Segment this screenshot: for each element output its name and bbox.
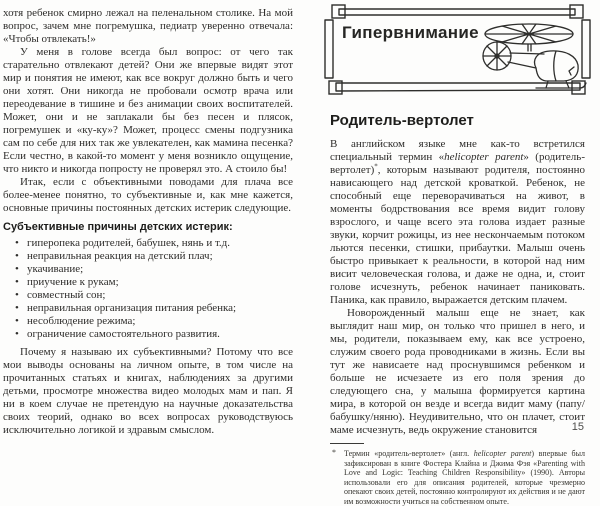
subjective-causes-heading: Субъективные причины детских истерик: [3, 221, 233, 233]
bullet-icon: • [15, 315, 19, 327]
bullet-icon: • [15, 302, 19, 314]
list-item-text: гиперопека родителей, бабушек, нянь и т.д. [27, 237, 231, 249]
page-number: 15 [571, 421, 584, 433]
footnote [330, 449, 585, 506]
bullet-icon: • [15, 263, 19, 275]
bullet-icon: • [15, 276, 19, 288]
para1-rest: , которым называют родителя, постоянно нависающего над детской кроваткой. Ребенок, не способный еще переворачиваться на живот, в моменты бодрствования все время видит голову взрослого, и чаще всего эта голова издает разные звуки, корчит рожицы, из нее нескончаемым потоком льются песенки, стишки, прибаутки. Малыш очень быстро привыкает к реальности, в которой над ним висит человеческая голова, и даже не одна, и, стоит голове исчезнуть, ребенок начинает паниковать. Паника, как правило, выражается детским плачем. [330, 164, 585, 306]
bullet-icon: • [15, 237, 19, 249]
paragraph: Новорожденный малыш еще не знает, как выглядит наш мир, он только что пришел в него, и мы, родители, показываем ему, как все устроено, служим своего рода проводниками в жизнь. Если вы тут же нависаете над проснувшимся ребенком и больше не исчезаете из его поля зрения до следующего сна, у малыша формируется картина мира, в которой он везде и всегда видит маму (папу/бабушку/няню). Неудивительно, что он плачет, стоит маме исчезнуть, ведь окружение становится [330, 307, 585, 436]
list-item [3, 315, 293, 328]
paragraph: Почему я называю их субъективными? Потому что все мои выводы основаны на личном опыте, в том числе на прочитанных статьях и книгах, наблюдениях за другими детьми, просмотре множества видео молодых мам и пап. Я ни в коем случае не претендую на научные доказательства своих теорий, однако во всех вопросах руководствуюсь исключительно логикой и здравым смыслом. [3, 346, 293, 436]
paragraph: Итак, если с объективными поводами для плача все более-менее понятно, то субъективные и, как мне кажется, основные причины постоянных детских истерик следующие. [3, 176, 293, 214]
page-right [300, 0, 600, 506]
footnote-text-rest: ) впервые был зафиксирован в книге Фостера Клайна и Джима Фэя «Parenting with Love and Logic: Teaching Children Responsibility» (1990). Авторы использовали его для описания родителей, которые чрезмерно опекают своих детей, постоянно контролируют их действия и не дают им возможности учиться на собственном опыте. [344, 449, 585, 506]
footnote-text: Термин «родитель-вертолет» (англ. [344, 449, 474, 458]
bullet-icon: • [15, 328, 19, 340]
list-item [3, 276, 293, 289]
paragraph-continuation: хотя ребенок смирно лежал на пеленальном столике. На мой вопрос, зачем мне погремушка, педиатр уверенно отвечала: «Чтобы отвлекать!» [3, 7, 293, 45]
causes-list [3, 237, 293, 341]
list-item-text: приучение к рукам; [27, 276, 119, 288]
para1-after-term: » (родитель-вертолет) [330, 151, 585, 176]
helicopter-icon [483, 24, 586, 88]
footnote-marker: * [332, 448, 336, 457]
list-item [3, 328, 293, 341]
para1-before-term: В английском языке мне как-то встретился специальный термин « [330, 138, 585, 163]
bullet-icon: • [15, 250, 19, 262]
list-item-text: укачивание; [27, 263, 84, 275]
section-heading: Родитель-вертолет [330, 112, 474, 129]
list-item [3, 250, 293, 263]
footnote-term: helicopter parent [473, 449, 532, 458]
page-left [0, 0, 300, 441]
list-item-text: совместный сон; [27, 289, 106, 301]
paragraph: У меня в голове всегда был вопрос: от чего так старательно отвлекают детей? Они же впервые видят этот мир и понятия не имеют, как все вокруг должно быть и чего они хотят. Они никогда не пробовали осмотр врача или переодевание в тишине и без анимации своих воспитателей. Может, они и не заплакали бы без песен и плясок, погремушек и «ку-ку»? Может, процесс смены подгузника сам по себе для них так же увлекателен, как мамина песенка? Если честно, в какой-то момент у меня возникло ощущение, что никто и никогда попросту не проверял это. А стоило бы! [3, 46, 293, 175]
list-item [3, 263, 293, 276]
list-item [3, 289, 293, 302]
banner-frame-drawing [322, 4, 593, 98]
list-item-text: ограничение самостоятельного развития. [27, 328, 220, 340]
footnote-marker: * [374, 162, 378, 171]
paragraph [330, 138, 585, 307]
list-item-text: неправильная организация питания ребенка; [27, 302, 237, 314]
list-item [3, 302, 293, 315]
bullet-icon: • [15, 289, 19, 301]
chapter-title: Гипервнимание [342, 23, 479, 42]
footnote-separator [330, 443, 364, 444]
chapter-banner [322, 4, 593, 98]
list-item [3, 237, 293, 250]
list-item-text: неправильная реакция на детский плач; [27, 250, 213, 262]
para1-term: helicopter parent [444, 151, 524, 163]
list-item-text: несоблюдение режима; [27, 315, 136, 327]
